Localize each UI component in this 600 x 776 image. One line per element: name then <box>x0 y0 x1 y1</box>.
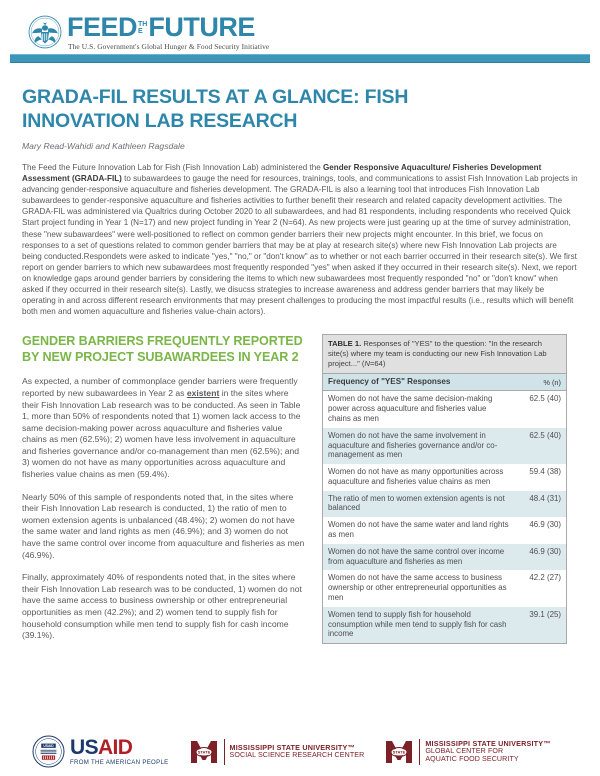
row-value: 62.5 (40) <box>529 394 561 404</box>
intro-paragraph <box>22 162 578 317</box>
table-caption <box>323 335 566 374</box>
row-value: 62.5 (40) <box>529 430 561 440</box>
row-label: The ratio of men to women extension agents is not balanced <box>328 493 505 513</box>
table-row <box>323 491 566 518</box>
svg-text:USAID: USAID <box>43 743 54 748</box>
msu-divider <box>224 739 225 765</box>
intro-bold-assessment-name: Gender Responsive Aquaculture/ Fisheries Development Assessment (GRADA-FIL) <box>22 163 542 184</box>
table-row <box>323 607 566 643</box>
msu-gcafs-text <box>425 740 550 764</box>
logo-word-the <box>138 21 147 35</box>
svg-text:STATE: STATE <box>393 749 406 754</box>
section-paragraph-2: Nearly 50% of this sample of respondents noted that, in the sites where their Fish Innovation Lab research is conducted, 1) the ratio of men to women extension agents is unbalanced (48.4%); 2) women do not have the same water and land rights as men (46.9%); and 3) women do not have the same control over income from aquaculture and fisheries as men (46.9%). <box>22 491 305 560</box>
table-caption-n-symbol: N <box>364 359 370 369</box>
msu-state-m-icon <box>189 739 219 765</box>
section-paragraph-3: Finally, approximately 40% of respondents noted that, in the sites where their Fish Innovation Lab research was to be conducted, 1) women do not have the same access to business ownership or other entrepreneurial opportunities as men (42.2%); and 2) women tend to supply fish for household consumption while men tend to supply fish for cash income (39.1%). <box>22 572 302 641</box>
paragraph-1-emphasis-existent: existent <box>186 387 220 398</box>
section-paragraph-1 <box>22 376 306 480</box>
msu-gcafs-logo <box>384 739 550 765</box>
document-body <box>0 85 600 644</box>
feed-the-future-logo <box>28 14 600 51</box>
usaid-tagline: FROM THE AMERICAN PEOPLE <box>70 758 169 766</box>
row-label: Women do not have the same decision-making power across aquaculture and fisheries value chains as men <box>328 394 493 423</box>
intro-text-part1: The Feed the Future Innovation Lab for Fish (Fish Innovation Lab) administered the <box>22 163 323 172</box>
row-value: 42.2 (27) <box>529 573 561 583</box>
row-value: 46.9 (30) <box>529 520 561 530</box>
logo-word-the-line2: E <box>138 27 143 35</box>
table-header-row <box>323 374 566 391</box>
page-footer <box>0 735 600 768</box>
row-label: Women tend to supply fish for household consumption while men tend to supply fish for cash income <box>328 609 507 639</box>
msu-gcafs-unit-line1: GLOBAL CENTER FOR <box>425 746 504 755</box>
row-value: 48.4 (31) <box>529 493 561 503</box>
column-header-percent: % (n) <box>543 378 561 388</box>
row-label: Women do not have as many opportunities across aquaculture and fisheries value chains as men <box>328 467 504 486</box>
section-heading: GENDER BARRIERS FREQUENTLY REPORTED BY NEW PROJECT SUBAWARDEES IN YEAR 2 <box>22 334 303 364</box>
table-row <box>323 544 566 571</box>
msu-ssrc-text <box>230 744 365 760</box>
table-row <box>323 464 566 491</box>
usaid-wordmark <box>70 737 169 766</box>
table-row <box>323 428 566 464</box>
msu-state-m-icon <box>384 739 414 765</box>
us-eagle-seal-icon <box>28 15 62 49</box>
usaid-word-us: US <box>70 735 98 759</box>
header-accent-bar <box>10 54 590 63</box>
msu-gcafs-university-name: MISSISSIPPI STATE UNIVERSITY™ <box>425 738 551 748</box>
row-value: 46.9 (30) <box>529 546 561 556</box>
feed-the-future-wordmark-block <box>67 14 269 51</box>
msu-divider <box>419 739 420 765</box>
authors-line: Mary Read-Wahidi and Kathleen Ragsdale <box>22 141 185 151</box>
two-column-layout <box>22 334 578 644</box>
left-column <box>22 334 322 641</box>
row-label: Women do not have the same involvement in aquaculture and fisheries governance and/or co-management as men <box>328 430 498 460</box>
row-value: 59.4 (38) <box>529 467 561 477</box>
usaid-word-aid: AID <box>97 735 133 759</box>
logo-tagline: The U.S. Government's Global Hunger & Food Security Initiative <box>68 42 270 51</box>
paragraph-1-part-b: in the sites where their Fish Innovation Lab research was to be conducted. As seen in Table 1, more than 50% of respondents noted that 1) women lack access to the same decision-making power across aquaculture and fisheries value chains as men (62.5%); 2) women have less involvement in aquaculture and fisheries governance and/or co-management than men (62.5%); and 3) women do not have as many opportunities across aquaculture and fisheries value chains as men (59.4%). <box>22 387 301 480</box>
logo-word-feed: FEED <box>67 12 138 42</box>
row-label: Women do not have the same control over income from aquaculture and fisheries as men <box>328 546 505 566</box>
row-value: 39.1 (25) <box>529 609 561 619</box>
logo-word-future: FUTURE <box>148 12 255 42</box>
table-body <box>323 391 566 643</box>
table-1 <box>322 334 567 644</box>
table-caption-label: TABLE 1. <box>328 339 362 349</box>
table-row <box>323 391 566 427</box>
usaid-logo <box>32 735 169 768</box>
row-label: Women do not have the same access to business ownership or other entrepreneurial opportunities as men <box>328 573 507 603</box>
paragraph-1-part-a: As expected, a number of commonplace gender barriers were frequently reported by new subawardees in Year 2 as <box>22 376 298 398</box>
msu-ssrc-unit-line1: SOCIAL SCIENCE RESEARCH CENTER <box>229 750 365 759</box>
column-header-frequency: Frequency of "YES" Responses <box>328 377 451 387</box>
row-label: Women do not have the same water and land rights as men <box>328 520 509 540</box>
table-caption-text: Responses of "YES" to the question: "In the research site(s) where my team is conducting our new Fish Innovation Lab project..." ( <box>328 339 547 369</box>
right-column <box>322 334 578 644</box>
usaid-seal-icon <box>32 735 65 768</box>
msu-ssrc-university-name: MISSISSIPPI STATE UNIVERSITY™ <box>229 742 355 752</box>
usaid-word-row <box>70 737 169 758</box>
table-caption-n-value: =64) <box>369 359 386 369</box>
msu-gcafs-unit-line2: AQUATIC FOOD SECURITY <box>425 754 519 763</box>
intro-text-part2: to subawardees to gauge the need for resources, trainings, tools, and communications to assist Fish Innovation Lab projects in advancing gender-responsive aquaculture and fisheries development. The GRADA-FIL is also a learning tool that introduces Fish Innovation Lab subawardees to gender-responsive aquaculture and fisheries activities to further benefit their research and related capacity development activities. The GRADA-FIL was administered via Qualtrics during October 2020 to all subawardees, and had 81 respondents, including respondents who received Quick Start project funding in Year 1 (N=17) and new project funding in Year 2 (N=64). As new projects were just gearing up at the time of survey administration, these "new subawardees" were well-positioned to reflect on common gender barriers their new projects might encounter. In this brief, we focus on responses to a set of questions related to common gender barriers that may be at play at research site(s) where new Fish Innovation Lab projects are being conducted.Respondets were asked to indicate "yes," "no," or "don't know" as to whether or not each barrier occurred in their research site(s). We first report on gender barriers to which new subawardees most frequently responded "yes" when asked if they occurred in their research site(s). Next, we report on knowledge gaps around gender barriers by considering the items to which new subawardees most frequently responded "no" or "don't know" when asked if they occurred in their research site(s). Lastly, we disucss strategies to increase awareness and address gender barriers that may likely be operating in and across different research environments that may present challenges to producing the most impactful results (i.e., results which will benefit both men and women aquaculture and fisheries value-chain actors). <box>22 174 578 317</box>
page-header <box>0 0 600 51</box>
svg-text:STATE: STATE <box>197 749 210 754</box>
msu-ssrc-logo <box>189 739 365 765</box>
logo-word-the-line1: TH <box>138 20 148 28</box>
table-row <box>323 570 566 606</box>
page-title: GRADA-FIL RESULTS AT A GLANCE: FISH INNOVATION LAB RESEARCH <box>22 86 409 132</box>
feed-the-future-wordmark <box>67 14 269 41</box>
table-row <box>323 517 566 544</box>
